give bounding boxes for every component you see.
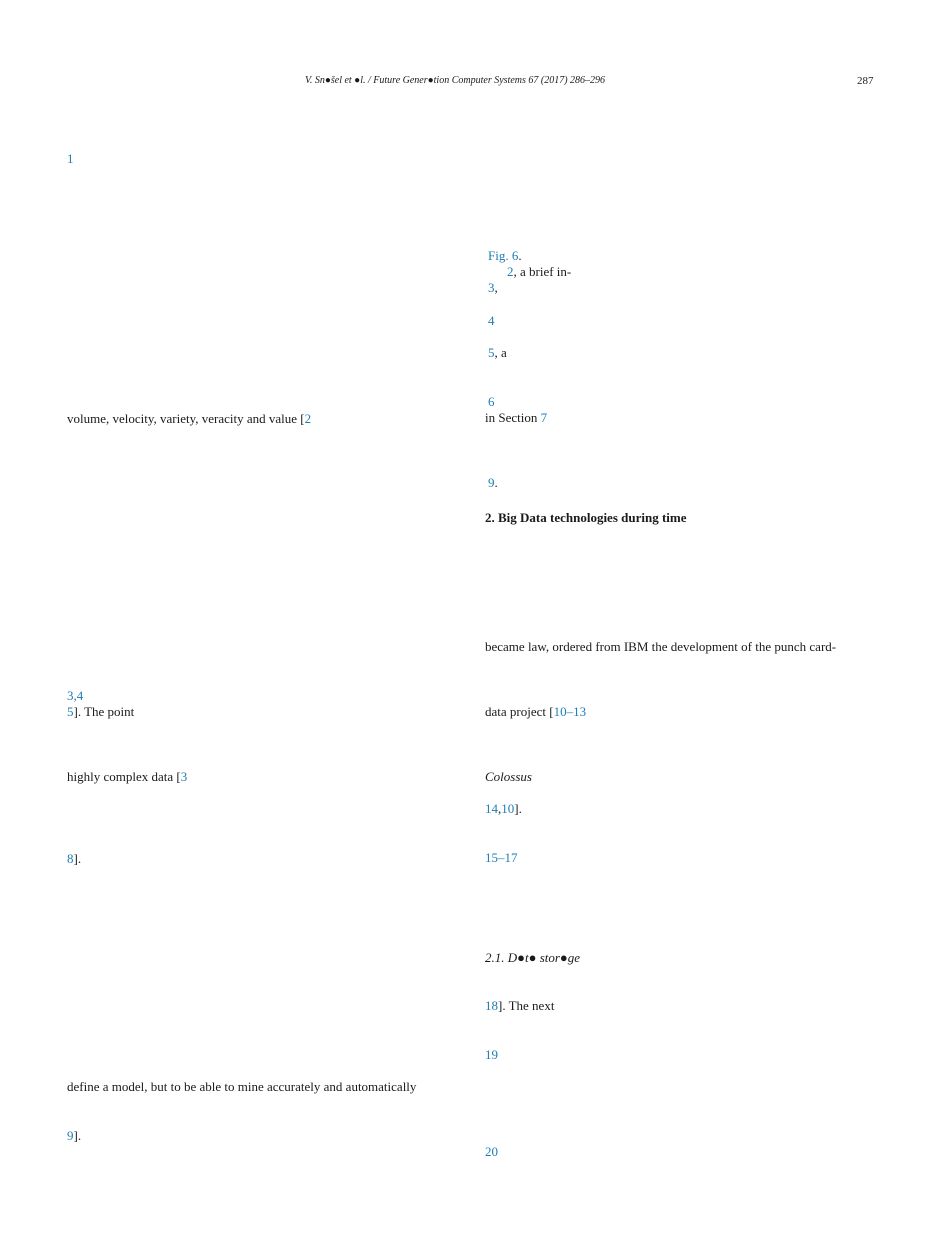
text-fragment: volume, velocity, variety, veracity and value [ <box>67 411 305 426</box>
citation-link[interactable]: 14 <box>485 801 498 816</box>
text-fragment: ]. The point <box>73 704 135 719</box>
text-fragment: ]. <box>73 851 82 866</box>
citation-link[interactable]: 19 <box>485 1047 498 1062</box>
section-link[interactable]: 6 <box>488 394 495 409</box>
citation-link[interactable]: 5 <box>67 704 74 719</box>
page-number: 287 <box>857 75 874 87</box>
text-line <box>485 410 547 426</box>
text-line <box>488 280 498 296</box>
text-line <box>67 851 81 867</box>
citation-link[interactable]: 1 <box>67 151 74 166</box>
text-fragment: , <box>498 801 502 816</box>
citation-link[interactable]: 10 <box>501 801 515 816</box>
text-line <box>67 1128 81 1144</box>
text-fragment: . <box>518 248 522 263</box>
citation-link[interactable]: 18 <box>485 998 498 1013</box>
running-header: V. Sn●šel et ●l. / Future Gener●tion Computer Systems 67 (2017) 286–296 <box>305 75 606 86</box>
section-link[interactable]: 9 <box>488 475 495 490</box>
section-link[interactable]: 3 <box>488 280 495 295</box>
citation-link[interactable]: 2 <box>304 411 312 426</box>
text-fragment: ]. The next <box>498 998 555 1013</box>
section-link[interactable]: 2 <box>507 264 514 279</box>
text-fragment: highly complex data [ <box>67 769 181 784</box>
citation-link[interactable]: 3 <box>180 769 188 784</box>
text-line <box>488 345 507 361</box>
text-fragment: ]. <box>73 1128 82 1143</box>
text-line <box>67 411 311 427</box>
text-line: became law, ordered from IBM the development of the punch card- <box>485 639 837 654</box>
text-fragment: , a brief in- <box>513 264 572 279</box>
text-line <box>485 801 522 817</box>
text-line <box>507 264 571 280</box>
citation-link[interactable]: 20 <box>485 1144 498 1159</box>
text-fragment: , a <box>494 345 507 360</box>
text-line: define a model, but to be able to mine accurately and automatically <box>67 1079 417 1094</box>
section-link[interactable]: 7 <box>540 410 548 425</box>
text-fragment: in Section <box>485 410 541 425</box>
citation-link[interactable]: 9 <box>67 1128 74 1143</box>
text-line <box>488 248 522 264</box>
section-link[interactable]: 4 <box>488 313 495 328</box>
text-fragment: data project [ <box>485 704 554 719</box>
citation-link[interactable]: 3,4 <box>67 688 84 703</box>
citation-link[interactable]: 10–13 <box>553 704 587 719</box>
text-fragment: ]. <box>514 801 522 816</box>
figure-link[interactable]: Fig. 6 <box>488 248 519 263</box>
section-link[interactable]: 5 <box>488 345 495 360</box>
text-line <box>485 998 554 1014</box>
text-line <box>485 704 586 720</box>
text-fragment: , <box>494 280 498 295</box>
section-heading: 2. Big Data technologies during time <box>485 510 687 525</box>
subsection-heading: 2.1. D●t● stor●ge <box>485 950 581 965</box>
italic-term: Colossus <box>485 769 532 784</box>
citation-link[interactable]: 8 <box>67 851 74 866</box>
citation-link[interactable]: 15–17 <box>485 850 518 865</box>
text-fragment: . <box>494 475 498 490</box>
text-line <box>488 475 498 491</box>
text-line <box>67 769 187 785</box>
text-line <box>67 704 134 720</box>
